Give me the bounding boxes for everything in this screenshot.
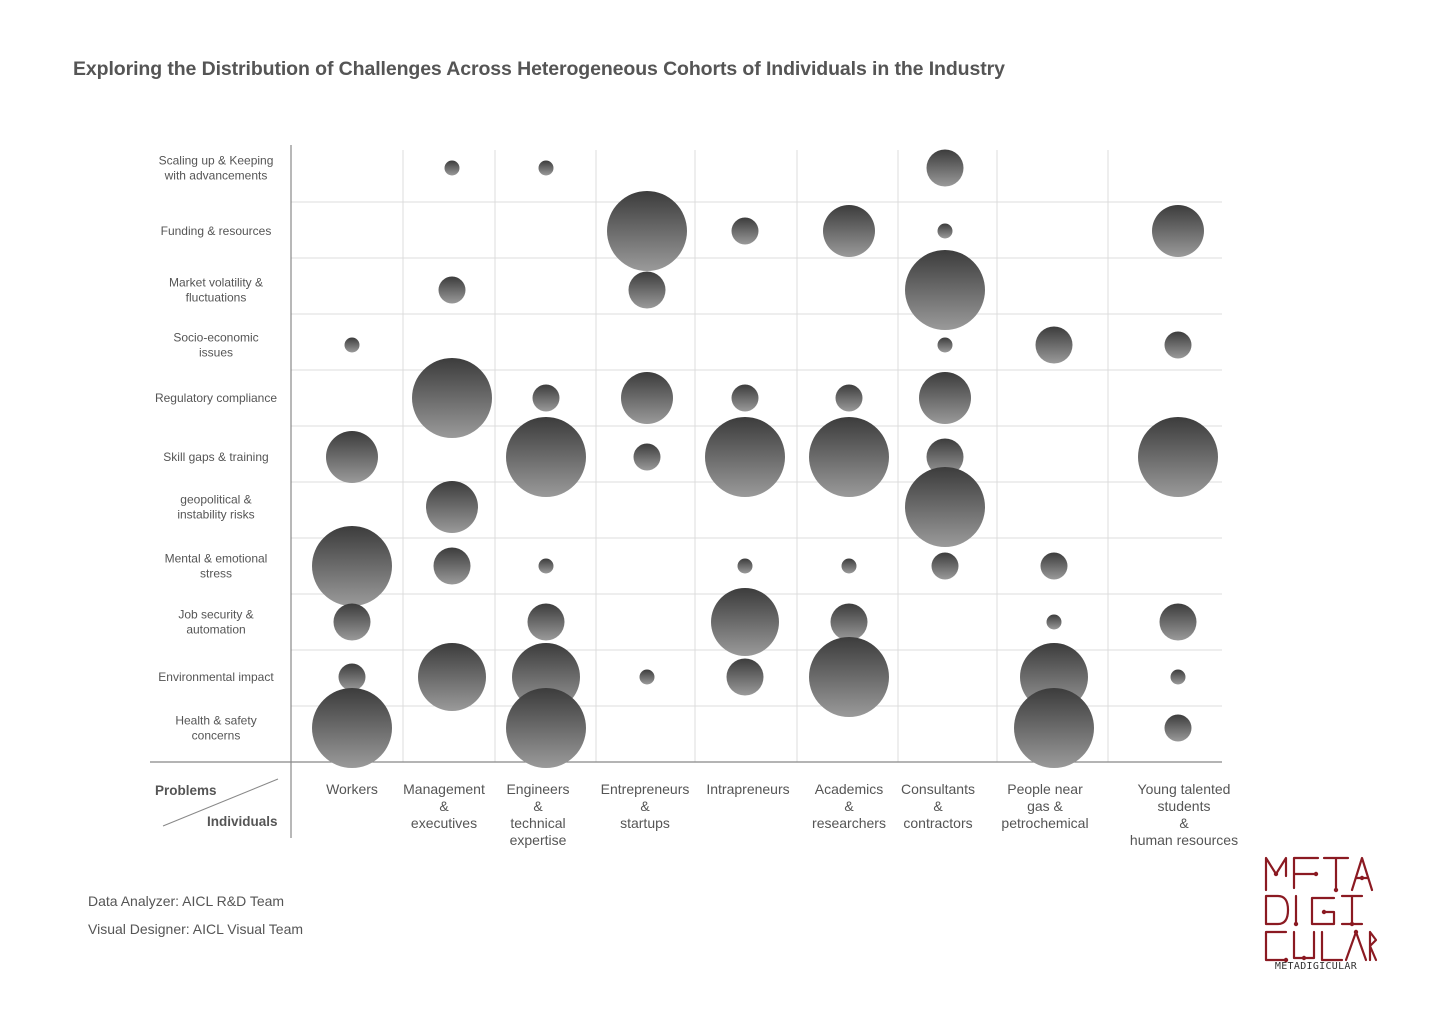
problem-label: geopolitical & instability risks <box>177 492 255 522</box>
bubble <box>938 224 953 239</box>
individual-label: Academics & researchers <box>812 781 886 831</box>
bubble <box>809 417 889 497</box>
bubble <box>1152 205 1204 257</box>
problem-label: Market volatility & fluctuations <box>168 275 264 305</box>
bubble <box>927 150 964 187</box>
bubble <box>727 659 764 696</box>
bubble <box>434 548 471 585</box>
metadigicular-logo <box>1258 852 1378 976</box>
visual-designer-credit: Visual Designer: AICL Visual Team <box>88 921 304 937</box>
bubble <box>732 218 759 245</box>
bubble <box>1171 670 1186 685</box>
bubble <box>831 604 868 641</box>
bubble <box>528 604 565 641</box>
individual-label: Management & executives <box>403 781 485 831</box>
bubble <box>809 637 889 717</box>
bubble <box>339 664 366 691</box>
bubble <box>938 338 953 353</box>
problem-label: Scaling up & Keeping with advancements <box>158 153 274 183</box>
bubble <box>711 588 779 656</box>
bubble <box>705 417 785 497</box>
bubble <box>506 688 586 768</box>
bubble <box>905 250 985 330</box>
bubble <box>1165 715 1192 742</box>
bubble <box>312 688 392 768</box>
bubble <box>539 161 554 176</box>
bubble <box>732 385 759 412</box>
individual-label: Workers <box>326 781 378 797</box>
problem-label: Environmental impact <box>158 670 274 684</box>
corner-label-individuals: Individuals <box>207 814 278 829</box>
bubble <box>629 272 666 309</box>
bubble <box>539 559 554 574</box>
bubble <box>905 467 985 547</box>
bubble <box>1014 688 1094 768</box>
logo-wordmark: METADIGICULAR <box>1274 961 1358 972</box>
bubble <box>919 372 971 424</box>
bubble <box>533 385 560 412</box>
bubble <box>738 559 753 574</box>
individual-label: Engineers & technical expertise <box>506 781 570 848</box>
bubble <box>1036 327 1073 364</box>
bubble <box>334 604 371 641</box>
problem-label: Socio-economic issues <box>173 330 259 360</box>
data-analyzer-credit: Data Analyzer: AICL R&D Team <box>88 893 285 909</box>
bubble <box>836 385 863 412</box>
problem-label: Mental & emotional stress <box>164 551 268 581</box>
bubble <box>1041 553 1068 580</box>
bubble <box>823 205 875 257</box>
problem-label: Funding & resources <box>160 224 272 238</box>
bubble <box>445 161 460 176</box>
problem-label: Job security & automation <box>178 607 254 637</box>
chart-title: Exploring the Distribution of Challenges Across Heterogeneous Cohorts of Individuals in the Industry <box>73 58 1005 80</box>
bubble <box>1138 417 1218 497</box>
bubble <box>640 670 655 685</box>
bubble <box>621 372 673 424</box>
bubble <box>932 553 959 580</box>
problem-label: Health & safety concerns <box>175 713 257 743</box>
problem-label: Regulatory compliance <box>154 391 278 405</box>
bubble <box>345 338 360 353</box>
bubble <box>426 481 478 533</box>
corner-label-problems: Problems <box>155 783 217 798</box>
bubble <box>412 358 492 438</box>
individual-label: People near gas & petrochemical <box>1001 781 1089 831</box>
problem-label: Skill gaps & training <box>163 450 269 464</box>
bubble <box>326 431 378 483</box>
bubble <box>312 526 392 606</box>
bubble <box>418 643 486 711</box>
bubble <box>634 444 661 471</box>
bubble <box>439 277 466 304</box>
bubble <box>506 417 586 497</box>
bubble <box>1047 615 1062 630</box>
bubble <box>607 191 687 271</box>
bubble <box>842 559 857 574</box>
individual-label: Entrepreneurs & startups <box>600 781 690 831</box>
bubble <box>1165 332 1192 359</box>
bubble <box>1160 604 1197 641</box>
individual-label: Young talented students & human resources <box>1129 781 1239 848</box>
individual-label: Consultants & contractors <box>901 781 975 831</box>
individual-label: Intrapreneurs <box>706 781 790 797</box>
